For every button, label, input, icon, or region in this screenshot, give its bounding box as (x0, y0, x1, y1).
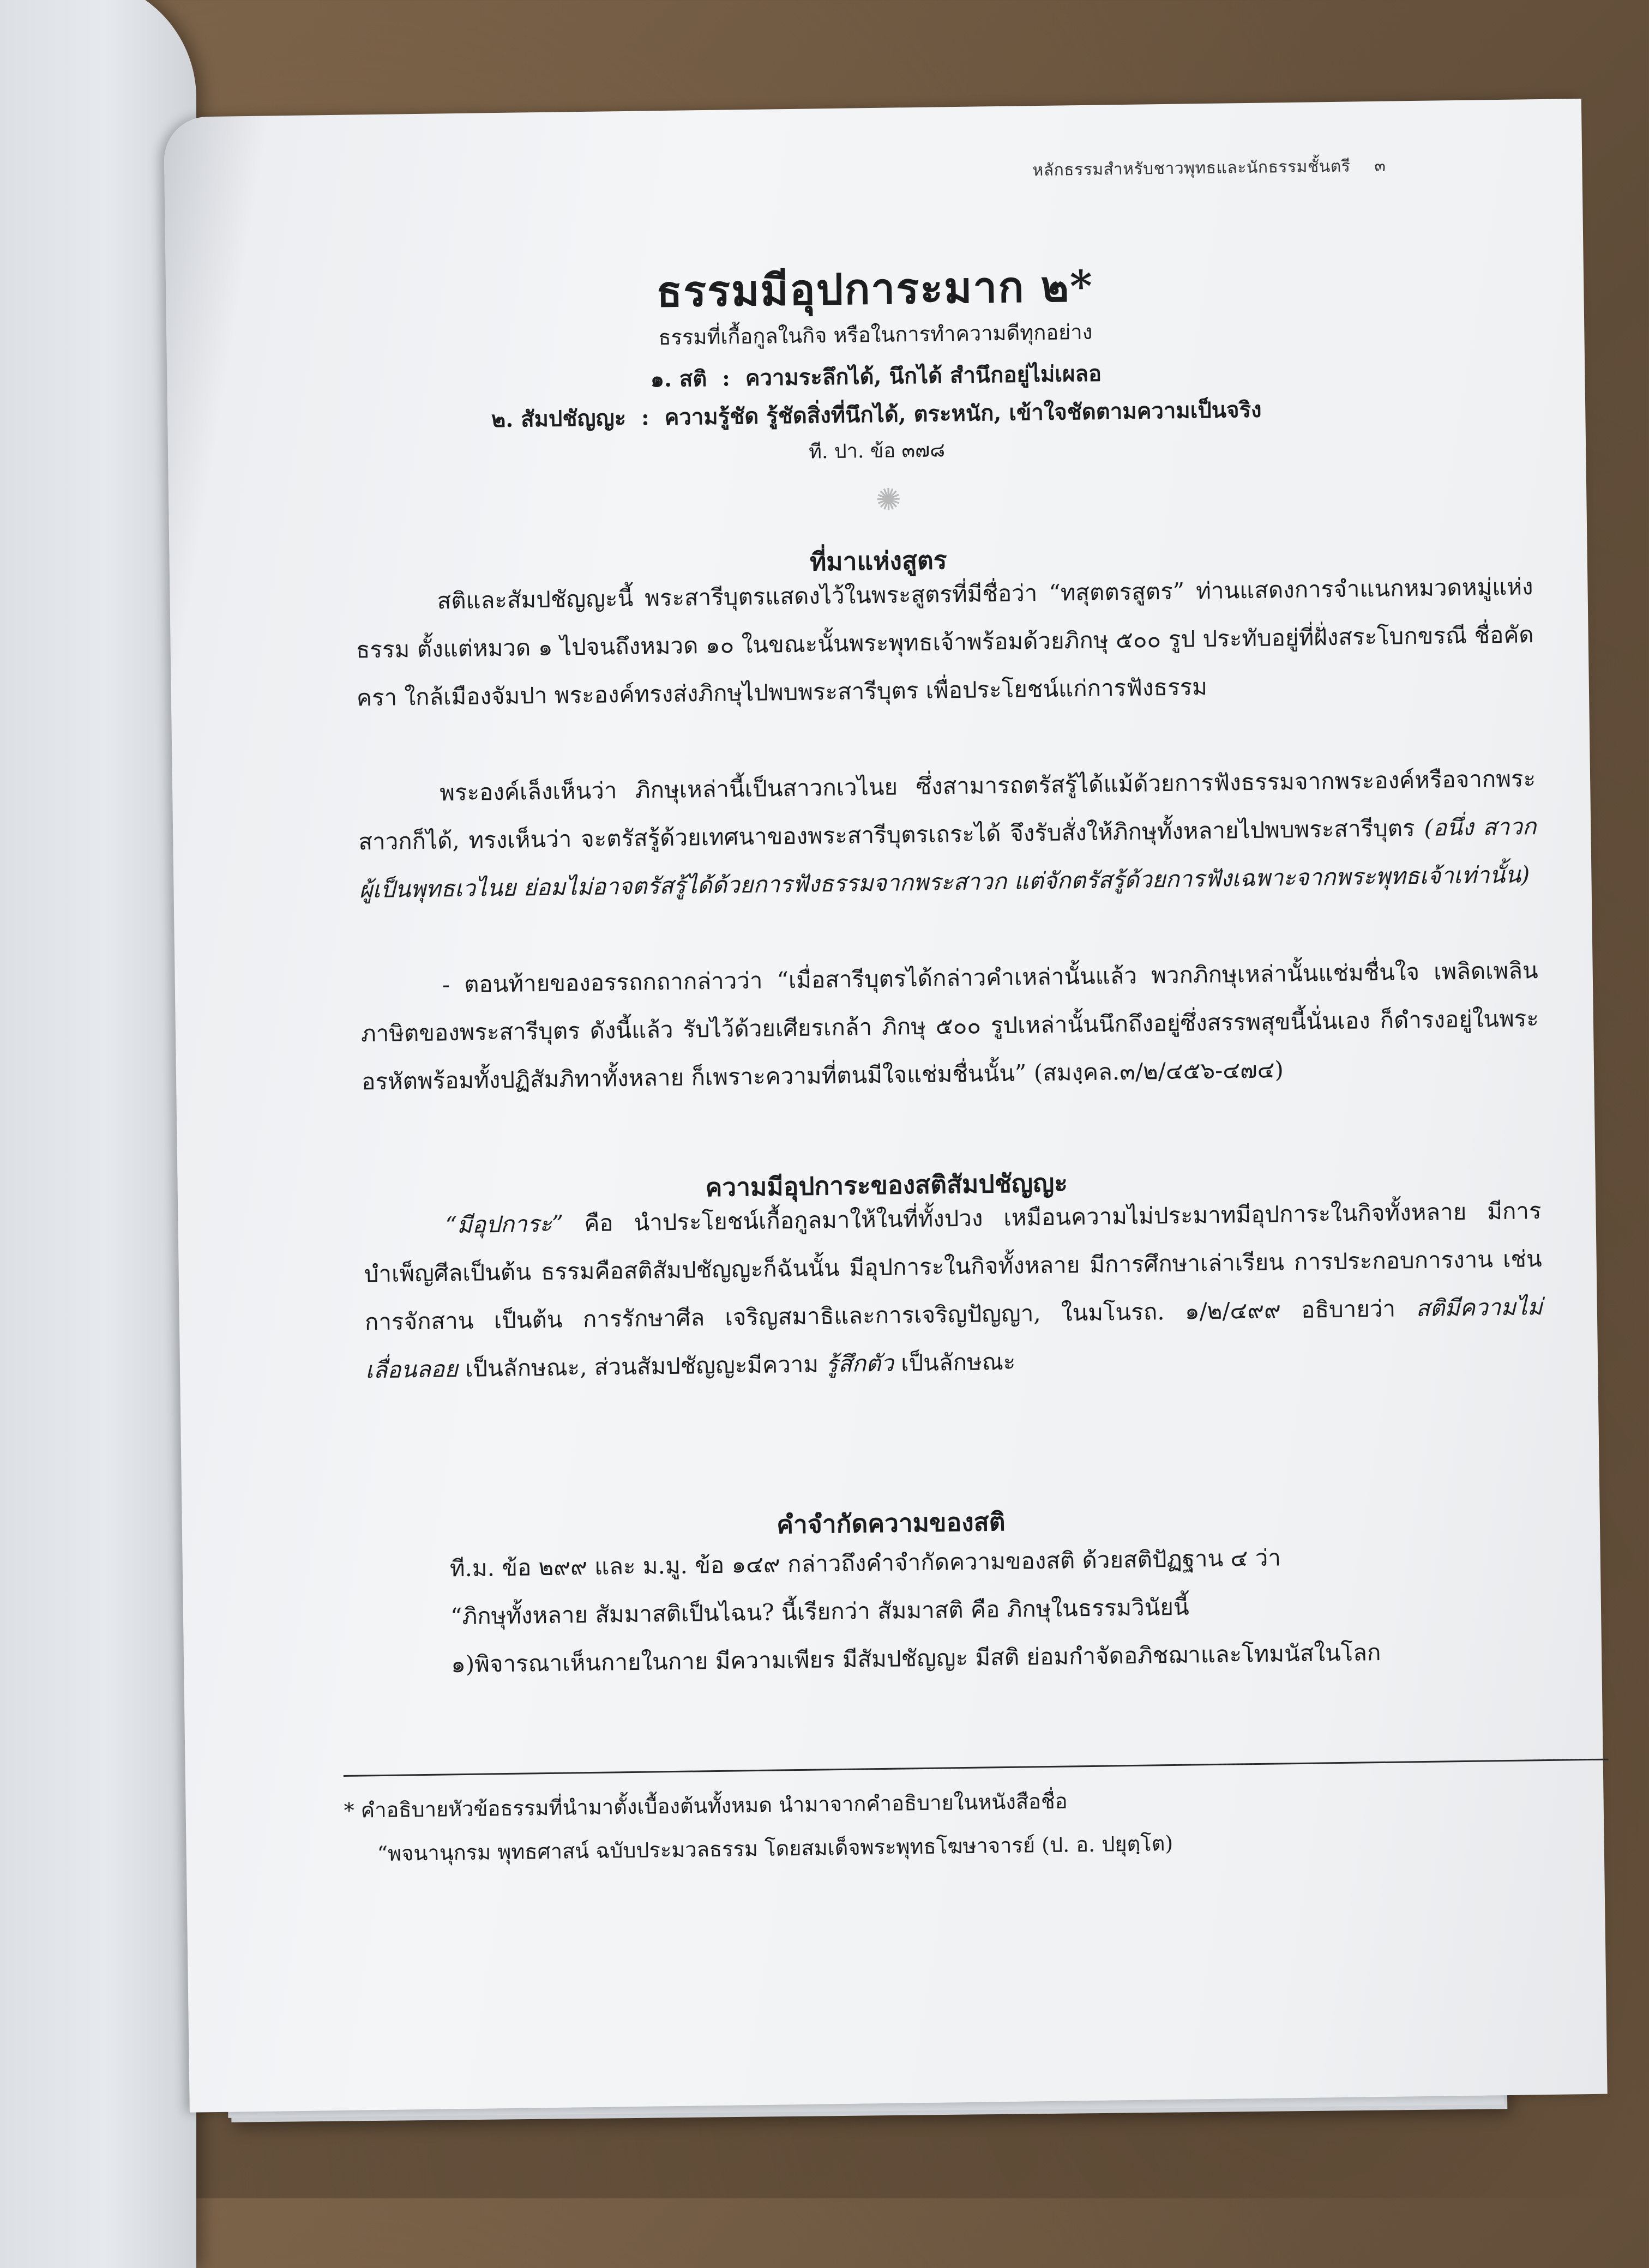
section-title-benefit: ความมีอุปการะของสติสัมปชัญญะ (705, 1168, 1068, 1203)
paragraph-text: พระองค์เล็งเห็นว่า ภิกษุเหล่านี้เป็นสาวกเวไนย ซึ่งสามารถตรัสรู้ได้แม้ด้วยการฟังธรรมจากพระองค์หรือจากพระสาวกก็ได้, ทรงเห็นว่า จะตรัสรู้ด้วยเทศนาของพระสารีบุตรเถระได้ จึงรับสั่งให้ภิกษุทั้งหลายไปพบพระสารีบุตร (358, 765, 1536, 855)
paragraph-italic-2: รู้สึกตัว (826, 1349, 894, 1378)
indent (364, 1233, 446, 1234)
definition-separator: : (714, 365, 738, 391)
definition-separator: : (633, 405, 657, 431)
running-title: หลักธรรมสำหรับชาวพุทธและนักธรรมชั้นตรี (1032, 156, 1351, 180)
canon-reference: ที. ปา. ข้อ ๓๗๘ (809, 439, 946, 463)
paragraph-origin-1 (355, 563, 1534, 722)
page-subtitle: ธรรมที่เกื้อกูลในกิจ หรือในการทำความดีทุกอย่าง (658, 319, 1093, 350)
flower-ornament-icon: ✺ (875, 482, 902, 518)
paragraph-italic-1: สติมีความไม่เลื่อนลอย (365, 1293, 1543, 1384)
definition-meaning: ความระลึกได้, นึกได้ สำนึกอยู่ไม่เผลอ (745, 360, 1102, 391)
paragraph-italic-note: (อนึ่ง สาวกผู้เป็นพุทธเวไนย ย่อมไม่อาจตรัสรู้ได้ด้วยการฟังธรรมจากพระสาวก แต่จักตรัสรู้ด้วยการฟังเฉพาะจากพระพุทธเจ้าเท่านั้น) (359, 813, 1537, 903)
paragraph-text: - ตอนท้ายของอรรถกถากล่าวว่า “เมื่อสารีบุตรได้กล่าวคำเหล่านั้นแล้ว พวกภิกษุเหล่านั้นแช่มชื่นใจ เพลิดเพลินภาษิตของพระสารีบุตร ดังนี้แล้ว รับไว้ด้วยเศียรเกล้า ภิกษุ ๕๐๐ รูปเหล่านั้นนึกถึงอยู่ซึ่งสรรพสุขนี้นั่นเอง ก็ดำรงอยู่ในพระอรหัตพร้อมทั้งปฏิสัมภิทาทั้งหลาย ก็เพราะความที่ตนมีใจแช่มชื่นนั้น” (สมงฺคล.๓/๒/๔๕๖-๔๗๔) (360, 957, 1539, 1095)
definition-line-3: ๑)พิจารณาเห็นกายในกาย มีความเพียร มีสัมปชัญญะ มีสติ ย่อมกำจัดอภิชฌาและโทมนัสในโลก (450, 1639, 1381, 1678)
paragraph-benefit (363, 1187, 1543, 1394)
definition-meaning: ความรู้ชัด รู้ชัดสิ่งที่นึกได้, ตระหนัก, เข้าใจชัดตามความเป็นจริง (664, 396, 1262, 431)
page-number: ๓ (1374, 156, 1386, 176)
paragraph-text: เป็นลักษณะ (900, 1348, 1016, 1377)
paragraph-text: คือ นำประโยชน์เกื้อกูลมาให้ในที่ทั้งปวง เหมือนความไม่ประมาทมีอุปการะในกิจทั้งหลาย มีการบำเพ็ญศีลเป็นต้น ธรรมคือสติสัมปชัญญะก็ฉันนั้น มีอุปการะในกิจทั้งหลาย มีการศึกษาเล่าเรียน การประกอบการงาน เช่น การจักสาน เป็นต้น การรักษาศีล เจริญสมาธิและการเจริญปัญญา, ในมโนรถ. ๑/๒/๔๙๙ อธิบายว่า (364, 1197, 1542, 1336)
running-header (1032, 153, 1386, 183)
term-italic: “มีอุปการะ” (445, 1210, 564, 1239)
section-title-origin: ที่มาแห่งสูตร (809, 545, 947, 577)
footnote-line-1: * คำอธิบายหัวข้อธรรมที่นำมาตั้งเบื้องต้นทั้งหมด นำมาจากคำอธิบายในหนังสือชื่อ (344, 1789, 1068, 1823)
definition-term: ๑. สติ (650, 366, 707, 393)
indent (358, 800, 440, 801)
definition-line-1: ที.ม. ข้อ ๒๙๙ และ ม.มู. ข้อ ๑๔๙ กล่าวถึงคำจำกัดความของสติ ด้วยสติปัฏฐาน ๔ ว่า (449, 1544, 1281, 1582)
paragraph-text: เป็นลักษณะ, ส่วนสัมปชัญญะมีความ (465, 1350, 819, 1382)
indent (356, 609, 437, 610)
definition-term: ๒. สัมปชัญญะ (491, 405, 627, 433)
paragraph-origin-3 (360, 946, 1539, 1106)
paragraph-origin-2 (358, 755, 1537, 914)
indent (360, 992, 442, 993)
footnote-line-2: “พจนานุกรม พุทธศาสน์ ฉบับประมวลธรรม โดยสมเด็จพระพุทธโฆษาจารย์ (ป. อ. ปยุตฺโต) (377, 1831, 1173, 1866)
page-title: ธรรมมีอุปการะมาก ๒* (656, 261, 1094, 317)
book-page (164, 99, 1608, 2113)
definition-line-2: “ภิกษุทั้งหลาย สัมมาสติเป็นไฉน? นี้เรียกว่า สัมมาสติ คือ ภิกษุในธรรมวินัยนี้ (450, 1593, 1189, 1630)
paragraph-text: สติและสัมปชัญญะนี้ พระสารีบุตรแสดงไว้ในพระสูตรที่มีชื่อว่า “ทสุตตรสูตร” ท่านแสดงการจำแนกหมวดหมู่แห่งธรรม ตั้งแต่หมวด ๑ ไปจนถึงหมวด ๑๐ ในขณะนั้นพระพุทธเจ้าพร้อมด้วยภิกษุ ๕๐๐ รูป ประทับอยู่ที่ฝั่งสระโบกขรณี ชื่อคัดครา ใกล้เมืองจัมปา พระองค์ทรงส่งภิกษุไปพบพระสารีบุตร เพื่อประโยชน์แก่การฟังธรรม (356, 573, 1534, 711)
footnote-divider (344, 1759, 1609, 1777)
section-title-definition: คำจำกัดความของสติ (776, 1507, 1006, 1540)
